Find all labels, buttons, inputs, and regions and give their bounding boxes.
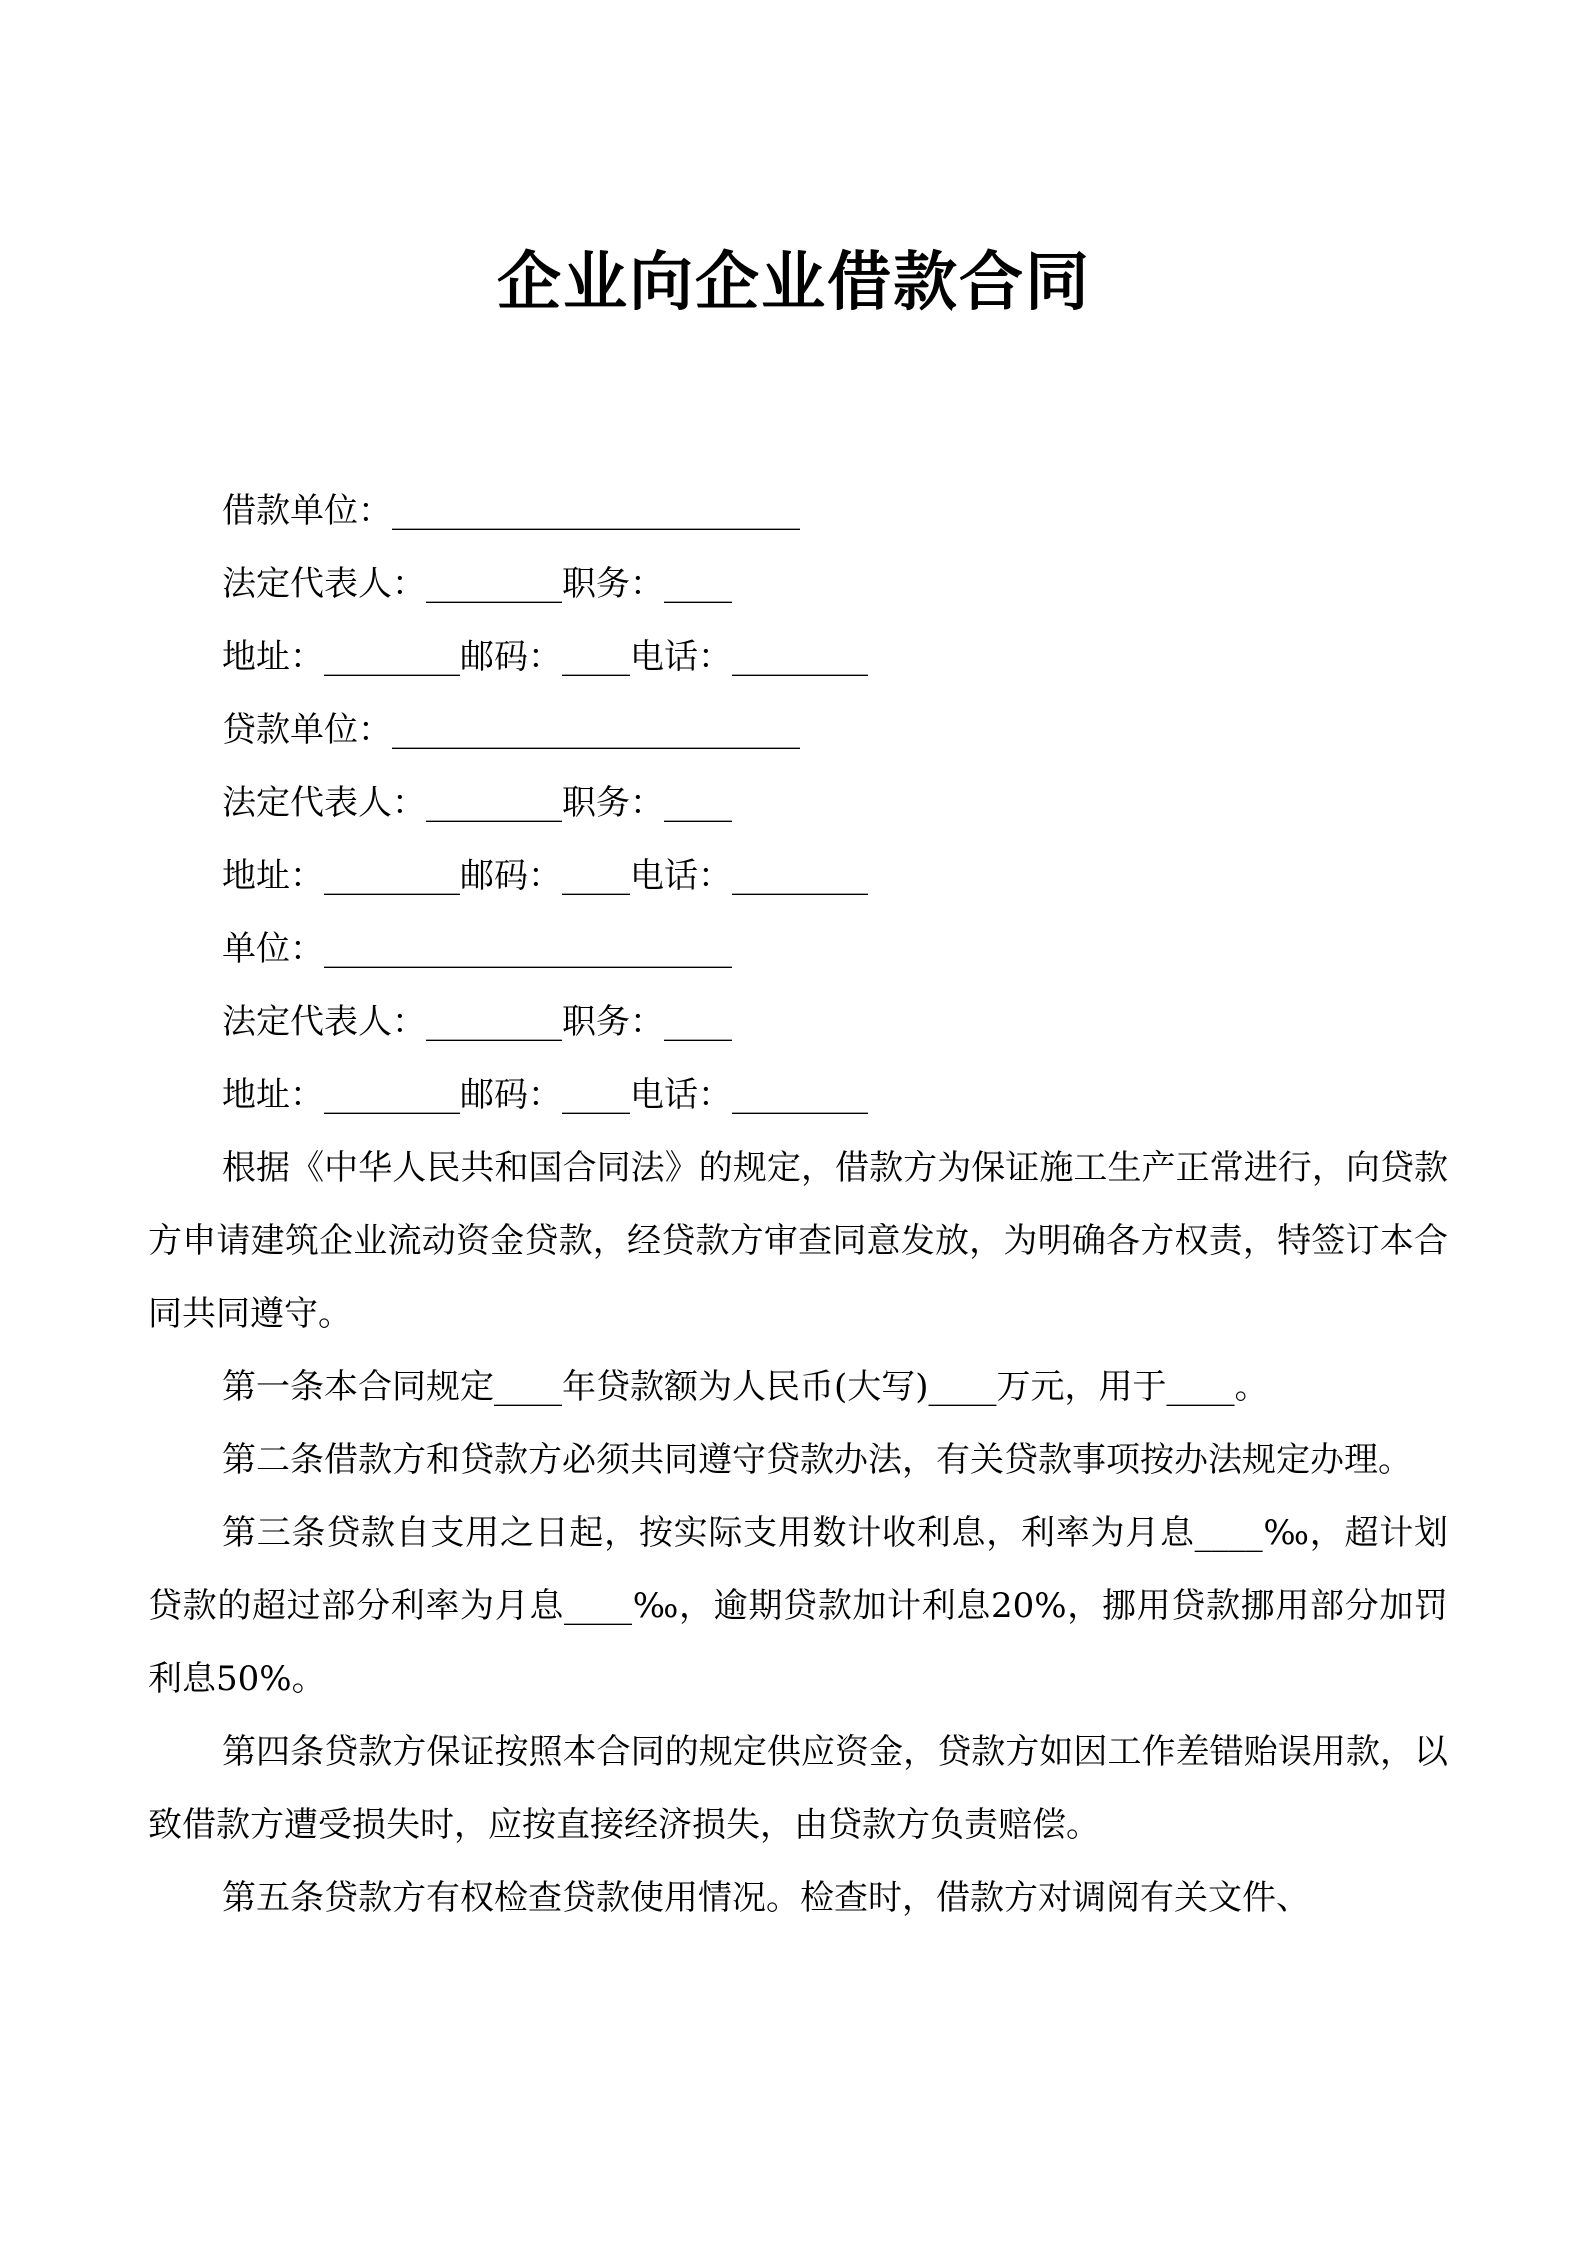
- article-5-paragraph: 第五条贷款方有权检查贷款使用情况。检查时，借款方对调阅有关文件、: [222, 1878, 1310, 1918]
- third-unit-field: 单位：________________________: [222, 929, 732, 969]
- article-4-paragraph: 第四条贷款方保证按照本合同的规定供应资金，贷款方如因工作差错贻误用款，以致借款方遭受损失时，应按直接经济损失，由贷款方负责赔偿。: [148, 1732, 1448, 1845]
- lender-unit-field: 贷款单位：________________________: [222, 710, 800, 750]
- article-1-paragraph: 第一条本合同规定____年贷款额为人民币(大写)____万元，用于____。: [222, 1367, 1269, 1407]
- document-body: [148, 475, 1448, 1935]
- third-address-field: 地址：________邮码：____电话：________: [222, 1075, 868, 1115]
- third-legal-rep-field: 法定代表人：________职务：____: [222, 1002, 732, 1042]
- borrower-unit-field: 借款单位：________________________: [222, 491, 800, 531]
- borrower-legal-rep-field: 法定代表人：________职务：____: [222, 564, 732, 604]
- article-2-paragraph: 第二条借款方和贷款方必须共同遵守贷款办法，有关贷款事项按办法规定办理。: [222, 1440, 1412, 1480]
- borrower-address-field: 地址：________邮码：____电话：________: [222, 637, 868, 677]
- preamble-paragraph: 根据《中华人民共和国合同法》的规定，借款方为保证施工生产正常进行，向贷款方申请建筑企业流动资金贷款，经贷款方审查同意发放，为明确各方权责，特签订本合同共同遵守。: [148, 1148, 1448, 1334]
- article-3-paragraph: 第三条贷款自支用之日起，按实际支用数计收利息，利率为月息____‰，超计划贷款的超过部分利率为月息____‰，逾期贷款加计利息20%，挪用贷款挪用部分加罚利息50%。: [148, 1513, 1448, 1699]
- lender-legal-rep-field: 法定代表人：________职务：____: [222, 783, 732, 823]
- document-title: 企业向企业借款合同: [497, 246, 1091, 320]
- lender-address-field: 地址：________邮码：____电话：________: [222, 856, 868, 896]
